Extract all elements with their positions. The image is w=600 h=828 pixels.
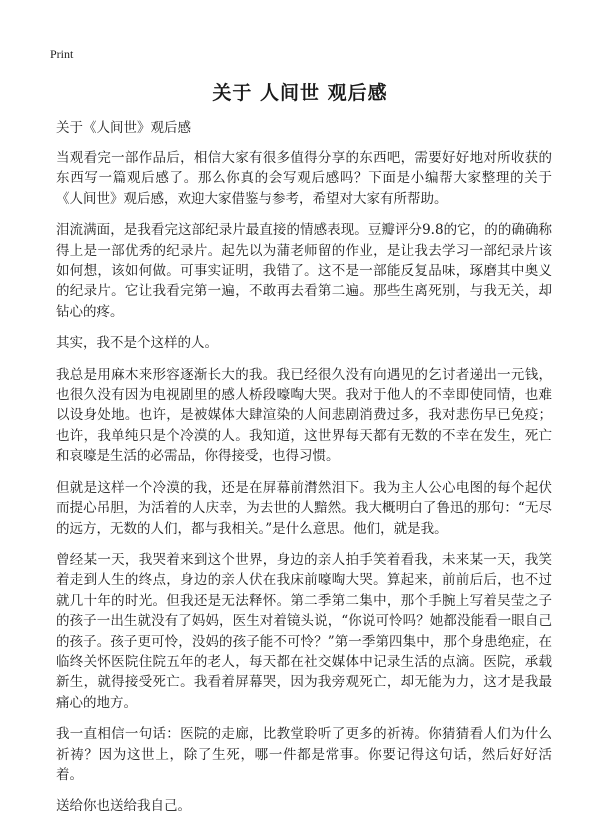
- article-body: [56, 118, 552, 828]
- paragraph-closing: 送给你也送给我自己。: [56, 798, 191, 815]
- print-link[interactable]: Print: [50, 47, 74, 61]
- paragraph-intro: 当观看完一部作品后，相信大家有很多值得分享的东西吧，需要好好地对所收获的东西写一篇观后感了。那么你真的会写观后感吗？下面是小编帮大家整理的关于《人间世》观后感，欢迎大家借鉴与参考，希望对大家有所帮助。: [56, 150, 552, 207]
- paragraph: 曾经某一天，我哭着来到这个世界，身边的亲人拍手笑着看我，未来某一天，我笑着走到人生的终点，身边的亲人伏在我床前嚎啕大哭。算起来，前前后后，也不过就几十年的时光。但我还是无法释怀。第二季第二集中，那个手腕上写着吴莹之子的孩子一出生就没有了妈妈，医生对着镜头说，“你说可怜吗？她都没能看一眼自己的孩子。孩子更可怜，没妈的孩子能不可怜？”第一季第四集中，那个身患绝症，在临终关怀医院住院五年的老人，每天都在社交媒体中记录生活的点滴。医院，承载新生，就得接受死亡。我看着屏幕哭，因为我旁观死亡，却无能为力，这才是我最痛心的地方。: [56, 551, 552, 711]
- page-title: 关于 人间世 观后感: [212, 82, 388, 104]
- paragraph: 我一直相信一句话：医院的走廊，比教堂聆听了更多的祈祷。你猜猜看人们为什么祈祷？因为这世上，除了生死，哪一件都是常事。你要记得这句话，然后好好活着。: [56, 726, 552, 783]
- article-subtitle: 关于《人间世》观后感: [56, 120, 191, 136]
- paragraph: 我总是用麻木来形容逐渐长大的我。我已经很久没有向遇见的乞讨者递出一元钱，也很久没有因为电视剧里的感人桥段嚎啕大哭。我对于他人的不幸即使同情，也难以设身处地。也许，是被媒体大肆渲染的人间悲剧消费过多，我对悲伤早已免疫；也许，我单纯只是个冷漠的人。我知道，这世界每天都有无数的不幸在发生，死亡和哀嚎是生活的必需品，你得接受，也得习惯。: [56, 366, 552, 465]
- paragraph: 泪流满面，是我看完这部纪录片最直接的情感表现。豆瓣评分9.8的它，的的确确称得上是一部优秀的纪录片。起先以为蒲老师留的作业，是让我去学习一部纪录片该如何想，该如何做。可事实证明，我错了。这不是一部能反复品味，琢磨其中奥义的纪录片。它让我看完第一遍，不敢再去看第二遍。那些生离死别，与我无关，却钻心的疼。: [56, 222, 552, 320]
- paragraph: 但就是这样一个冷漠的我，还是在屏幕前潸然泪下。我为主人公心电图的每个起伏而提心吊胆，为活着的人庆幸，为去世的人黯然。我大概明白了鲁迅的那句：“无尽的远方，无数的人们，都与我相关。”是什么意思。他们，就是我。: [56, 479, 552, 537]
- paragraph: 其实，我不是个这样的人。: [56, 335, 218, 352]
